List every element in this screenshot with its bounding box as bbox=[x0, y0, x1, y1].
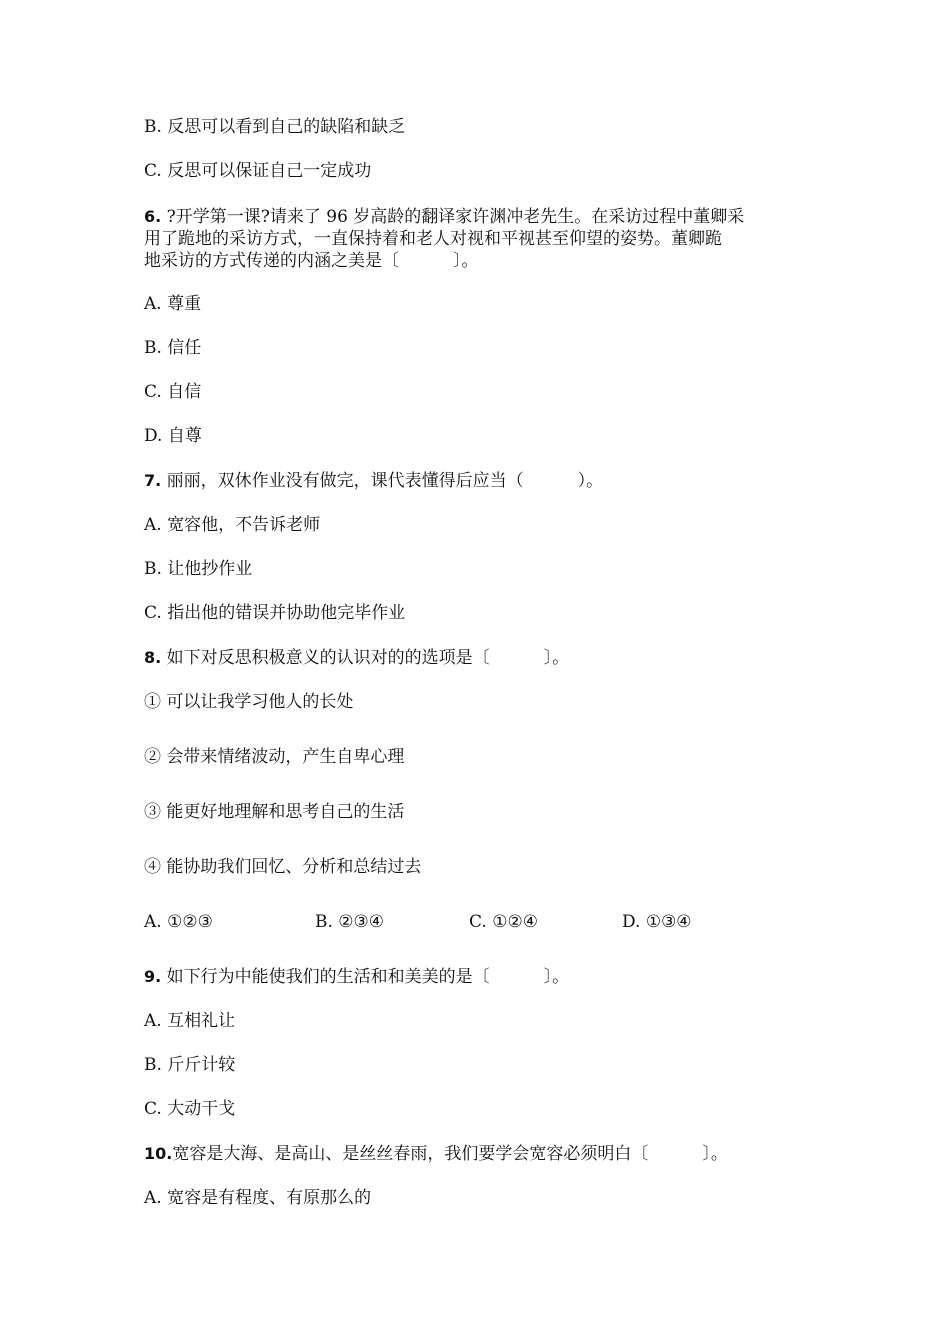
q5-option-b: B. 反思可以看到自己的缺陷和缺乏 bbox=[144, 117, 406, 137]
q8-item-3: ③ 能更好地理解和思考自己的生活 bbox=[144, 802, 405, 822]
q8-item-4: ④ 能协助我们回忆、分析和总结过去 bbox=[144, 857, 422, 877]
q9-stem bbox=[144, 966, 569, 988]
q6-stem-line-2: 用了跪地的采访方式，一直保持着和老人对视和平视甚至仰望的姿势。董卿跪 bbox=[144, 229, 722, 249]
q8-item-2: ② 会带来情绪波动，产生自卑心理 bbox=[144, 747, 405, 767]
q8-number: 8. bbox=[144, 648, 162, 667]
q10-number: 10. bbox=[144, 1144, 173, 1163]
q6-option-c: C. 自信 bbox=[144, 382, 202, 402]
q6-option-a: A. 尊重 bbox=[144, 294, 202, 314]
q5-option-c: C. 反思可以保证自己一定成功 bbox=[144, 161, 372, 181]
q6-number: 6. bbox=[144, 207, 162, 226]
q9-option-a: A. 互相礼让 bbox=[144, 1011, 236, 1031]
q8-option-d: D. ①③④ bbox=[622, 912, 692, 932]
q8-option-c: C. ①②④ bbox=[469, 912, 538, 932]
q10-stem-text: 宽容是大海、是高山、是丝丝春雨，我们要学会宽容必须明白〔 〕。 bbox=[172, 1144, 728, 1164]
q8-item-1: ① 可以让我学习他人的长处 bbox=[144, 692, 354, 712]
q8-option-b: B. ②③④ bbox=[315, 912, 385, 932]
q9-option-c: C. 大动干戈 bbox=[144, 1099, 236, 1119]
q7-option-a: A. 宽容他，不告诉老师 bbox=[144, 515, 321, 535]
q8-option-a: A. ①②③ bbox=[144, 912, 213, 932]
q8-stem-text: 如下对反思积极意义的认识对的的选项是〔 〕。 bbox=[166, 648, 570, 668]
q7-stem-text: 丽丽，双休作业没有做完，课代表懂得后应当（ ）。 bbox=[166, 471, 604, 491]
q7-number: 7. bbox=[144, 471, 162, 490]
q7-option-b: B. 让他抄作业 bbox=[144, 559, 253, 579]
q7-option-c: C. 指出他的错误并协助他完毕作业 bbox=[144, 603, 406, 623]
q6-stem-line-3: 地采访的方式传递的内涵之美是〔 〕。 bbox=[144, 251, 479, 271]
q9-stem-text: 如下行为中能使我们的生活和和美美的是〔 〕。 bbox=[166, 967, 570, 987]
q10-option-a: A. 宽容是有程度、有原那么的 bbox=[144, 1188, 372, 1208]
q6-option-b: B. 信任 bbox=[144, 338, 202, 358]
q10-stem bbox=[144, 1143, 728, 1165]
q6-stem-text-1: ?开学第一课?请来了 96 岁高龄的翻译家许渊冲老先生。在采访过程中董卿采 bbox=[166, 207, 745, 227]
q9-option-b: B. 斤斤计较 bbox=[144, 1055, 236, 1075]
q6-stem-line-1 bbox=[144, 206, 744, 228]
q6-option-d: D. 自尊 bbox=[144, 426, 202, 446]
q7-stem bbox=[144, 470, 603, 492]
q8-stem bbox=[144, 647, 569, 669]
q9-number: 9. bbox=[144, 967, 162, 986]
